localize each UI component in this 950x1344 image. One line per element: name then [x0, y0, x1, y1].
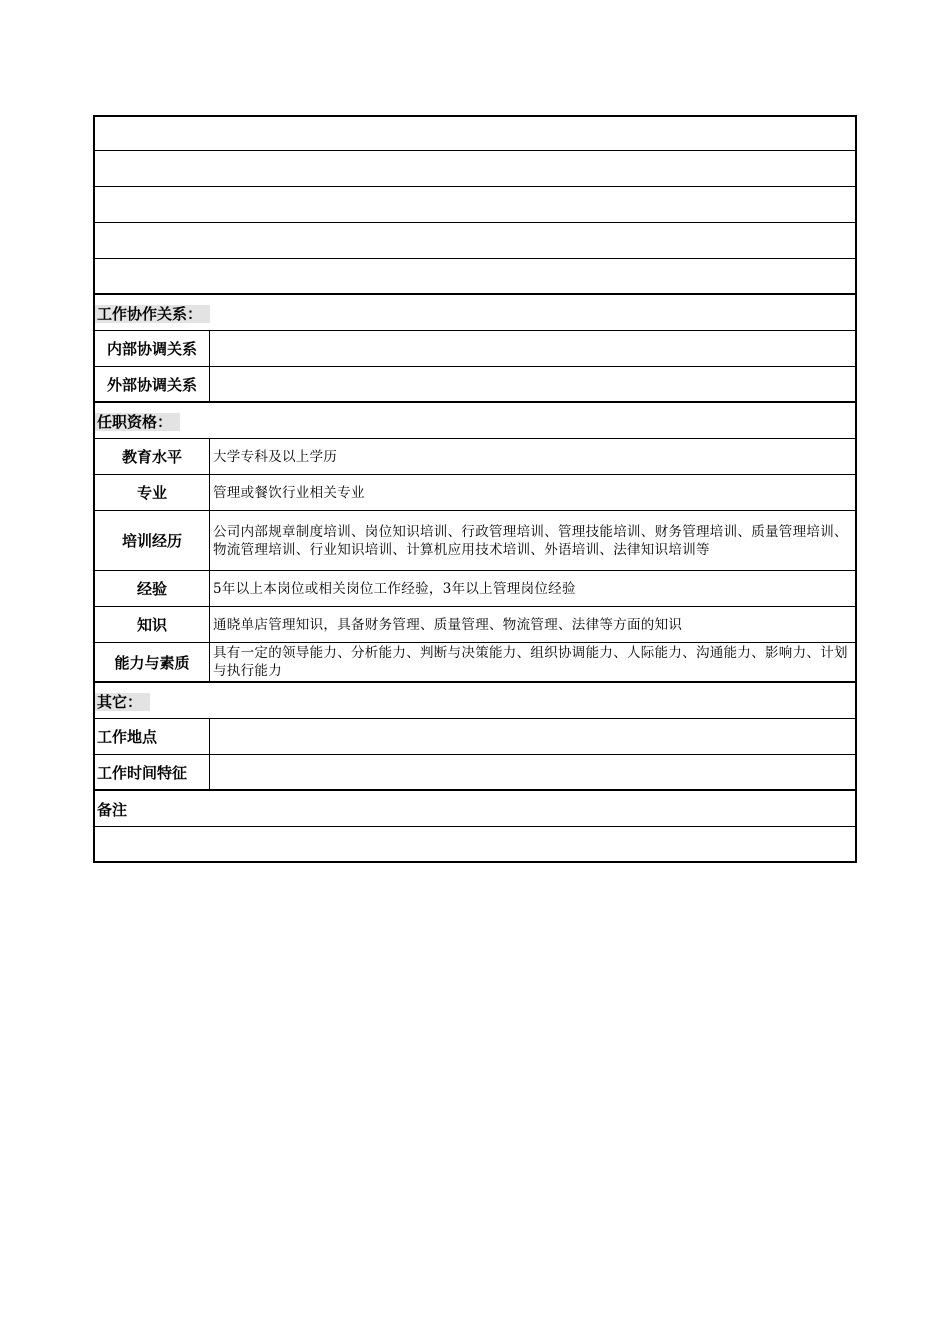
section-notes	[93, 791, 857, 827]
field-value: 大学专科及以上学历	[213, 448, 338, 465]
field-value	[210, 719, 855, 754]
notes-value	[95, 827, 855, 861]
section-qualifications	[93, 403, 857, 439]
qualification-row-knowledge	[93, 607, 857, 643]
qualification-row-ability	[93, 643, 857, 683]
field-label: 教育水平	[95, 439, 210, 474]
field-value: 具有一定的领导能力、分析能力、判断与决策能力、组织协调能力、人际能力、沟通能力、影响力、计划与执行能力	[213, 645, 848, 679]
section-title: 工作协作关系：	[95, 305, 210, 323]
blank-row	[93, 259, 857, 295]
internal-coordination-row	[93, 331, 857, 367]
section-title: 其它：	[95, 693, 150, 711]
field-label: 经验	[95, 571, 210, 606]
work-location-row	[93, 719, 857, 755]
field-value: 管理或餐饮行业相关专业	[213, 484, 365, 501]
field-label: 内部协调关系	[95, 331, 210, 366]
field-label: 外部协调关系	[95, 367, 210, 401]
external-coordination-row	[93, 367, 857, 403]
field-label: 知识	[95, 607, 210, 642]
field-value	[210, 331, 855, 366]
field-value	[210, 755, 855, 789]
notes-row	[93, 827, 857, 863]
qualification-row-experience	[93, 571, 857, 607]
field-label: 工作地点	[95, 719, 210, 754]
field-value: 通晓单店管理知识，具备财务管理、质量管理、物流管理、法律等方面的知识	[213, 616, 683, 633]
field-label: 能力与素质	[95, 643, 210, 681]
section-collaboration	[93, 295, 857, 331]
section-title: 备注	[97, 800, 128, 819]
blank-row	[93, 187, 857, 223]
job-description-table	[93, 115, 857, 863]
blank-row	[93, 223, 857, 259]
blank-row	[93, 151, 857, 187]
qualification-row-training	[93, 511, 857, 571]
qualification-row-major	[93, 475, 857, 511]
blank-row	[93, 115, 857, 151]
field-label: 培训经历	[95, 511, 210, 570]
section-other	[93, 683, 857, 719]
section-title: 任职资格：	[95, 413, 180, 431]
field-label: 专业	[95, 475, 210, 510]
field-value	[210, 367, 855, 401]
field-value: 5年以上本岗位或相关岗位工作经验，3年以上管理岗位经验	[213, 580, 576, 597]
qualification-row-education	[93, 439, 857, 475]
work-time-row	[93, 755, 857, 791]
field-label: 工作时间特征	[95, 755, 210, 789]
field-value: 公司内部规章制度培训、岗位知识培训、行政管理培训、管理技能培训、财务管理培训、质量管理培训、物流管理培训、行业知识培训、计算机应用技术培训、外语培训、法律知识培训等	[213, 523, 848, 558]
